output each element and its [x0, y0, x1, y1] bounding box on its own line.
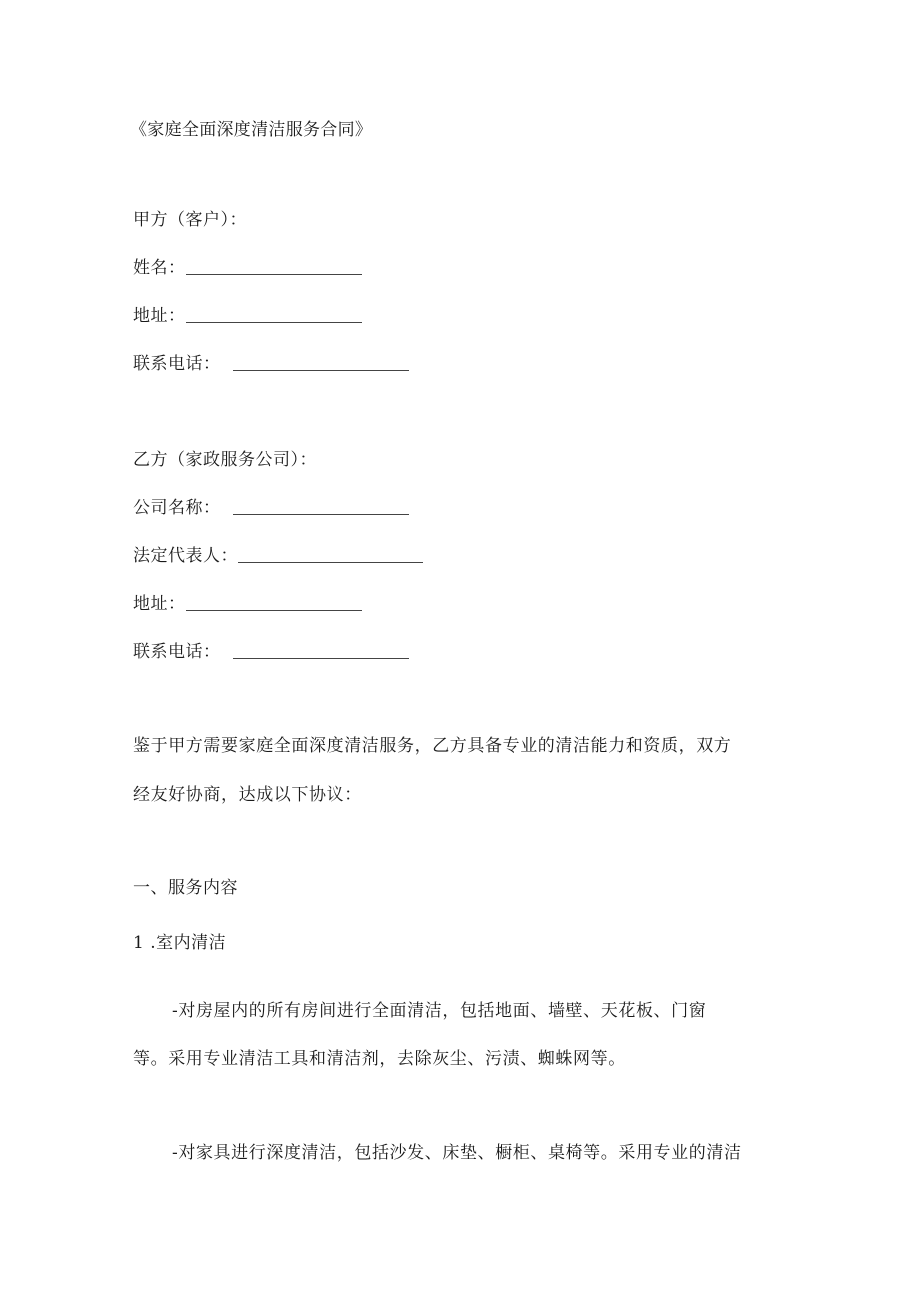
party-a-phone-label: 联系电话：: [133, 354, 221, 374]
party-b-phone-row: [133, 641, 409, 663]
item-1-para-1-line-1: -对房屋内的所有房间进行全面清洁，包括地面、墙壁、天花板、门窗: [172, 1001, 707, 1021]
party-b-company-label: 公司名称：: [133, 498, 221, 518]
party-b-address-row: [133, 593, 362, 615]
preamble-line-2: 经友好协商，达成以下协议：: [133, 785, 362, 805]
party-b-legal-rep-row: [133, 545, 423, 567]
party-a-name-row: [133, 257, 362, 279]
party-a-heading: 甲方（客户）：: [133, 210, 247, 230]
party-b-legal-rep-label: 法定代表人：: [133, 546, 238, 566]
party-a-name-label: 姓名：: [133, 258, 186, 278]
party-b-phone-label: 联系电话：: [133, 642, 221, 662]
party-a-address-row: [133, 305, 362, 327]
party-a-phone-row: [133, 353, 409, 375]
item-1-para-2-line-1: -对家具进行深度清洁，包括沙发、床垫、橱柜、桌椅等。采用专业的清洁: [172, 1143, 742, 1163]
party-b-address-label: 地址：: [133, 594, 186, 614]
section-1-heading: 一、服务内容: [133, 878, 238, 898]
party-a-name-blank[interactable]: [186, 260, 362, 275]
party-a-address-label: 地址：: [133, 306, 186, 326]
party-b-address-blank[interactable]: [186, 596, 362, 611]
party-b-company-blank[interactable]: [233, 500, 409, 515]
item-1-para-1-line-2: 等。采用专业清洁工具和清洁剂，去除灰尘、污渍、蜘蛛网等。: [133, 1049, 626, 1069]
preamble-line-1: 鉴于甲方需要家庭全面深度清洁服务，乙方具备专业的清洁能力和资质，双方: [133, 736, 732, 756]
document-title: 《家庭全面深度清洁服务合同》: [130, 120, 373, 140]
party-b-heading: 乙方（家政服务公司）：: [133, 450, 317, 470]
party-a-phone-blank[interactable]: [233, 356, 409, 371]
party-b-phone-blank[interactable]: [233, 644, 409, 659]
party-b-legal-rep-blank[interactable]: [238, 548, 423, 563]
section-1-item-1-heading: 1 .室内清洁: [133, 933, 227, 953]
party-b-company-row: [133, 497, 409, 519]
party-a-address-blank[interactable]: [186, 308, 362, 323]
